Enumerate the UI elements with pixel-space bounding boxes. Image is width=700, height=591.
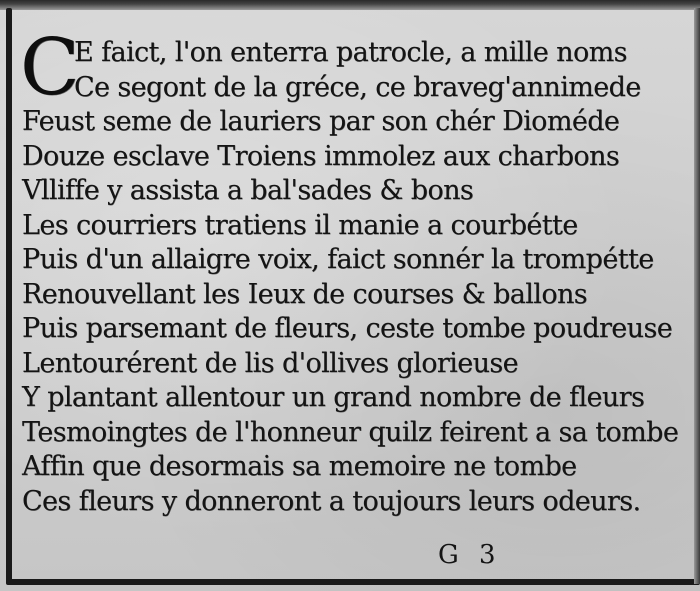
- verse-line-9: Puis parsemant de fleurs, ceste tombe poudreuse: [22, 313, 673, 344]
- page-left-rule: [6, 8, 12, 584]
- verse-line-8: Renouvellant les Ieux de courses & ballons: [22, 278, 588, 310]
- verse-line-1-text: E faict, l'on enterra patrocle, a mille noms: [74, 37, 627, 68]
- verse-line-5: Vlliffe y assista a bal'sades & bons: [22, 175, 474, 206]
- verse-line-2: Ce segont de la gréce, ce braveg'annimede: [74, 71, 641, 103]
- gathering-signature: G 3: [438, 540, 502, 570]
- drop-cap-letter: C: [20, 23, 80, 113]
- verse-line-11: Y plantant allentour un grand nombre de fleurs: [22, 382, 645, 413]
- page-bottom-rule: [6, 579, 700, 585]
- verse-line-4: Douze esclave Troiens immolez aux charbons: [22, 140, 620, 172]
- verse-line-3: Feust seme de lauriers par son chér Dioméde: [22, 106, 620, 137]
- verse-line-14: Ces fleurs y donneront a toujours leurs odeurs.: [22, 485, 641, 517]
- verse-line-6: Les courriers tratiens il manie a courbétte: [22, 209, 578, 241]
- verse-line-12: Tesmoingtes de l'honneur quilz feirent a sa tombe: [22, 416, 679, 448]
- sonnet-text: [20, 23, 694, 519]
- verse-line-10: Lentourérent de lis d'ollives glorieuse: [22, 347, 518, 379]
- verse-line-13: Affin que desormais sa memoire ne tombe: [22, 451, 577, 482]
- verse-line-7: Puis d'un allaigre voix, faict sonnér la trompétte: [22, 244, 654, 275]
- page-top-edge: [0, 0, 700, 10]
- page-right-edge: [694, 8, 700, 584]
